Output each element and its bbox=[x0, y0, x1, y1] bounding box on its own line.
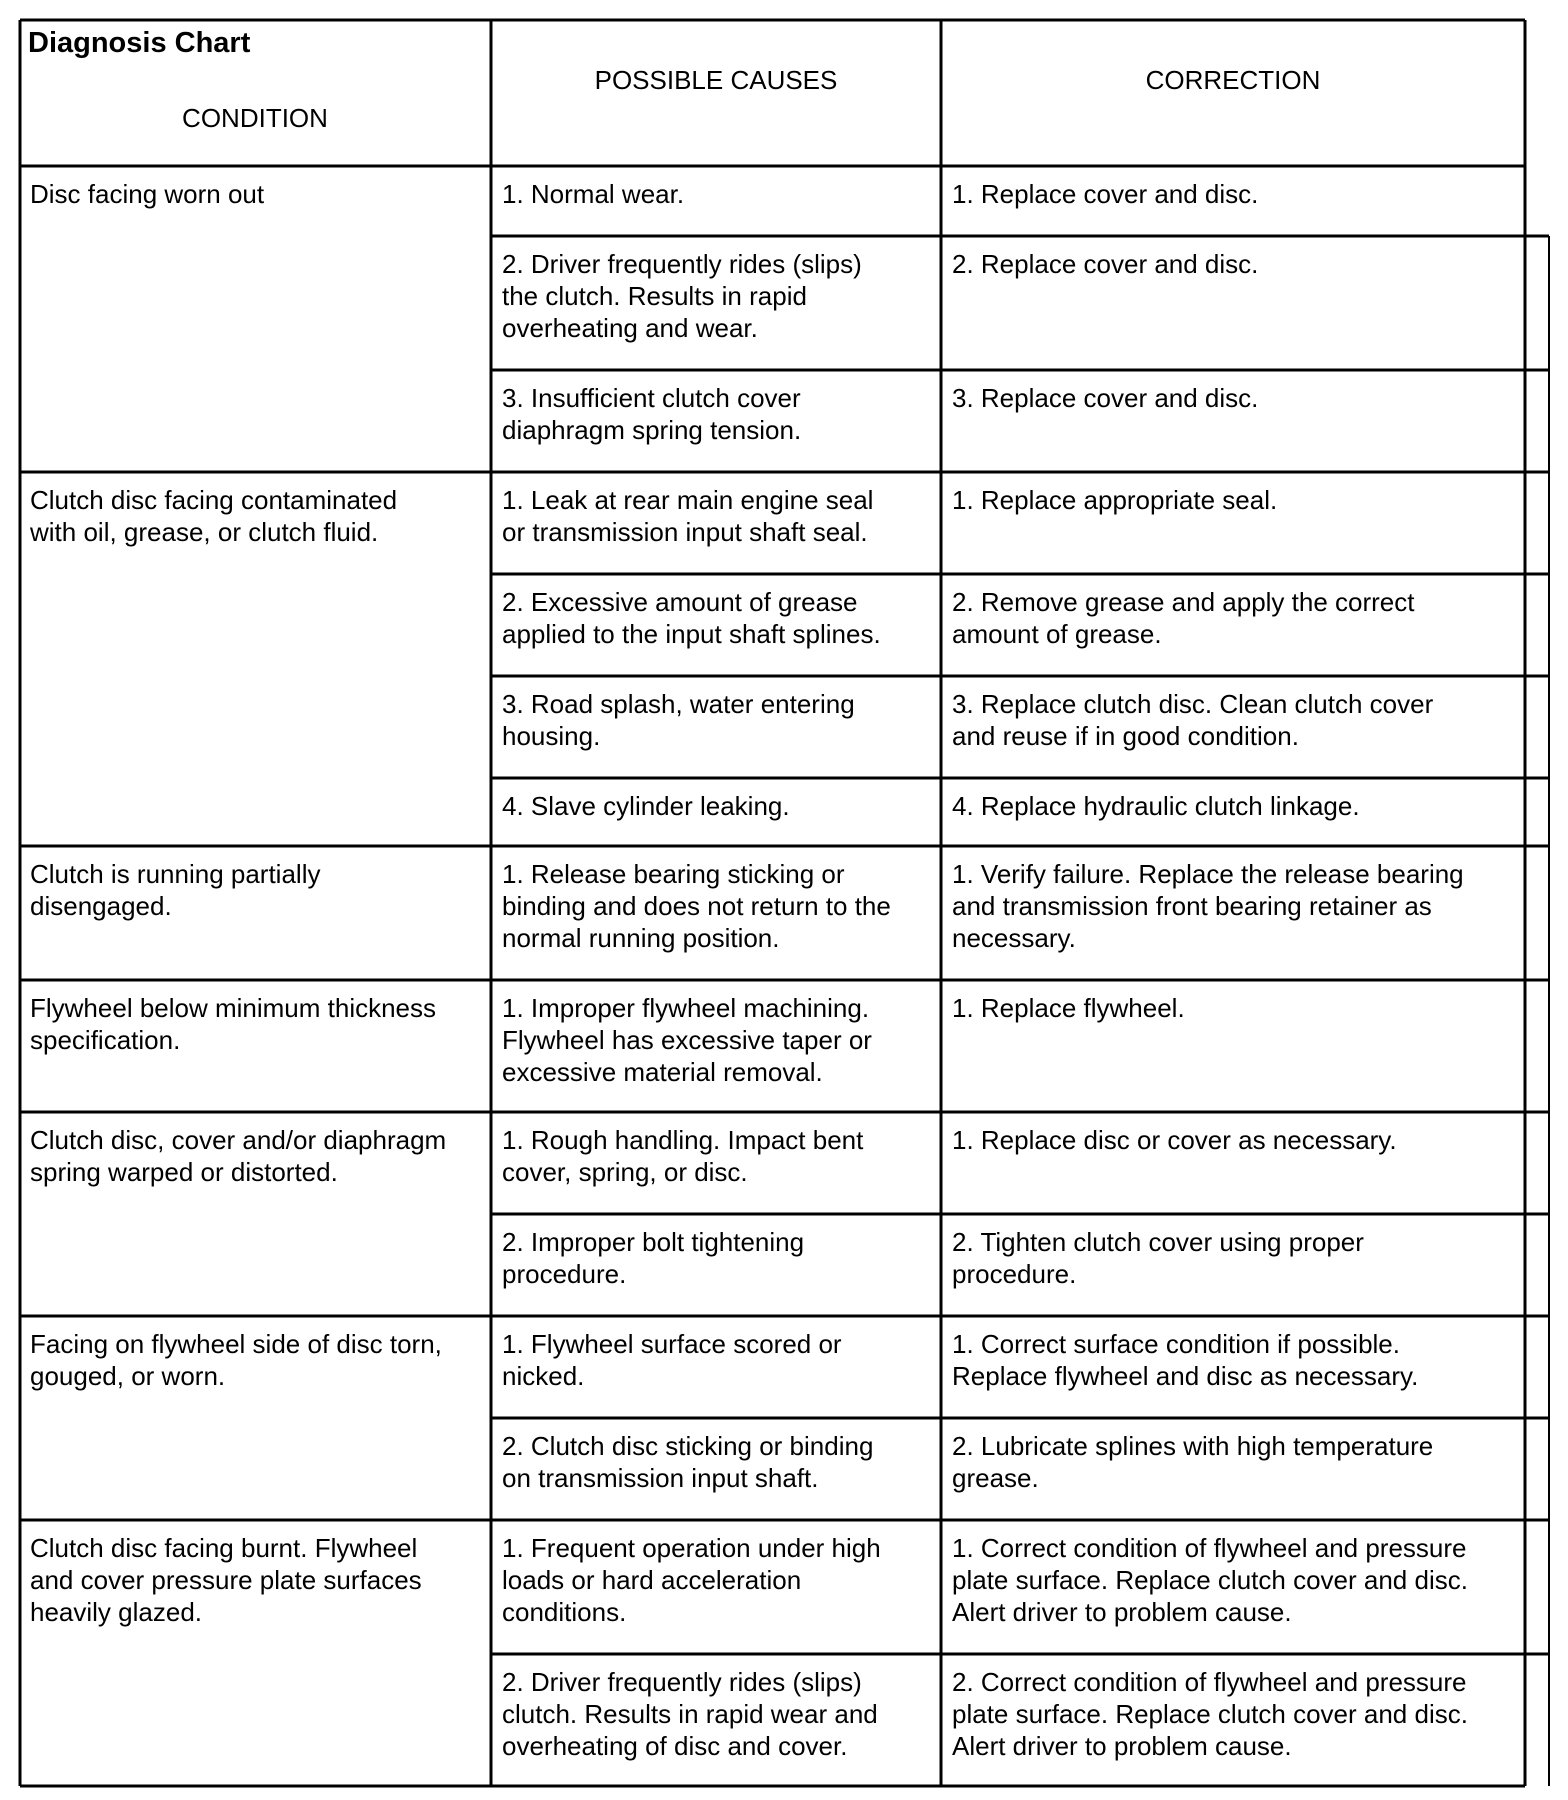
correction-cell: 2. Lubricate splines with high temperature grease. bbox=[952, 1431, 1434, 1493]
header-condition: CONDITION bbox=[182, 103, 328, 133]
cause-cell: 2. Clutch disc sticking or binding on transmission input shaft. bbox=[502, 1431, 874, 1493]
correction-cell: 1. Replace cover and disc. bbox=[952, 179, 1259, 209]
cause-cell: 1. Improper flywheel machining. Flywheel has excessive taper or excessive material removal. bbox=[502, 993, 872, 1087]
correction-cell: 1. Replace flywheel. bbox=[952, 993, 1185, 1023]
correction-cell: 3. Replace cover and disc. bbox=[952, 383, 1259, 413]
correction-cell: 2. Replace cover and disc. bbox=[952, 249, 1259, 279]
condition-cell: Facing on flywheel side of disc torn, gouged, or worn. bbox=[30, 1329, 442, 1391]
condition-cell: Clutch disc facing burnt. Flywheel and cover pressure plate surfaces heavily glazed. bbox=[30, 1533, 422, 1627]
correction-cell: 4. Replace hydraulic clutch linkage. bbox=[952, 791, 1360, 821]
correction-cell: 2. Tighten clutch cover using proper procedure. bbox=[952, 1227, 1364, 1289]
condition-cell: Disc facing worn out bbox=[30, 179, 265, 209]
correction-cell: 3. Replace clutch disc. Clean clutch cover and reuse if in good condition. bbox=[952, 689, 1434, 751]
cause-cell: 2. Improper bolt tightening procedure. bbox=[502, 1227, 805, 1289]
correction-cell: 1. Replace appropriate seal. bbox=[952, 485, 1278, 515]
cause-cell: 1. Normal wear. bbox=[502, 179, 685, 209]
condition-cell: Clutch disc facing contaminated with oil, grease, or clutch fluid. bbox=[30, 485, 398, 547]
header-possible-causes: POSSIBLE CAUSES bbox=[594, 65, 838, 95]
correction-cell: 1. Correct condition of flywheel and pressure plate surface. Replace clutch cover and disc. Alert driver to problem cause. bbox=[952, 1533, 1468, 1627]
header-correction: CORRECTION bbox=[1145, 65, 1321, 95]
chart-title: Diagnosis Chart bbox=[28, 27, 251, 59]
cause-cell: 1. Rough handling. Impact bent cover, spring, or disc. bbox=[502, 1125, 864, 1187]
cause-cell: 2. Driver frequently rides (slips) clutch. Results in rapid wear and overheating of disc and cover. bbox=[502, 1667, 878, 1761]
cause-cell: 4. Slave cylinder leaking. bbox=[502, 791, 790, 821]
correction-cell: 2. Remove grease and apply the correct amount of grease. bbox=[952, 587, 1415, 649]
cause-cell: 1. Release bearing sticking or binding and does not return to the normal running position. bbox=[502, 859, 891, 953]
cause-cell: 2. Driver frequently rides (slips) the clutch. Results in rapid overheating and wear. bbox=[502, 249, 862, 343]
correction-cell: 2. Correct condition of flywheel and pressure plate surface. Replace clutch cover and disc. Alert driver to problem cause. bbox=[952, 1667, 1468, 1761]
condition-cell: Clutch is running partially disengaged. bbox=[30, 859, 321, 921]
condition-cell: Clutch disc, cover and/or diaphragm spring warped or distorted. bbox=[30, 1125, 447, 1187]
condition-cell: Flywheel below minimum thickness specification. bbox=[30, 993, 437, 1055]
correction-cell: 1. Verify failure. Replace the release bearing and transmission front bearing retainer as necessary. bbox=[952, 859, 1464, 953]
cause-cell: 2. Excessive amount of grease applied to the input shaft splines. bbox=[502, 587, 881, 649]
cause-cell: 1. Frequent operation under high loads or hard acceleration conditions. bbox=[502, 1533, 881, 1627]
cause-cell: 3. Road splash, water entering housing. bbox=[502, 689, 855, 751]
cause-cell: 1. Leak at rear main engine seal or transmission input shaft seal. bbox=[502, 485, 874, 547]
correction-cell: 1. Correct surface condition if possible. Replace flywheel and disc as necessary. bbox=[952, 1329, 1419, 1391]
cause-cell: 1. Flywheel surface scored or nicked. bbox=[502, 1329, 842, 1391]
correction-cell: 1. Replace disc or cover as necessary. bbox=[952, 1125, 1397, 1155]
cause-cell: 3. Insufficient clutch cover diaphragm spring tension. bbox=[502, 383, 802, 445]
